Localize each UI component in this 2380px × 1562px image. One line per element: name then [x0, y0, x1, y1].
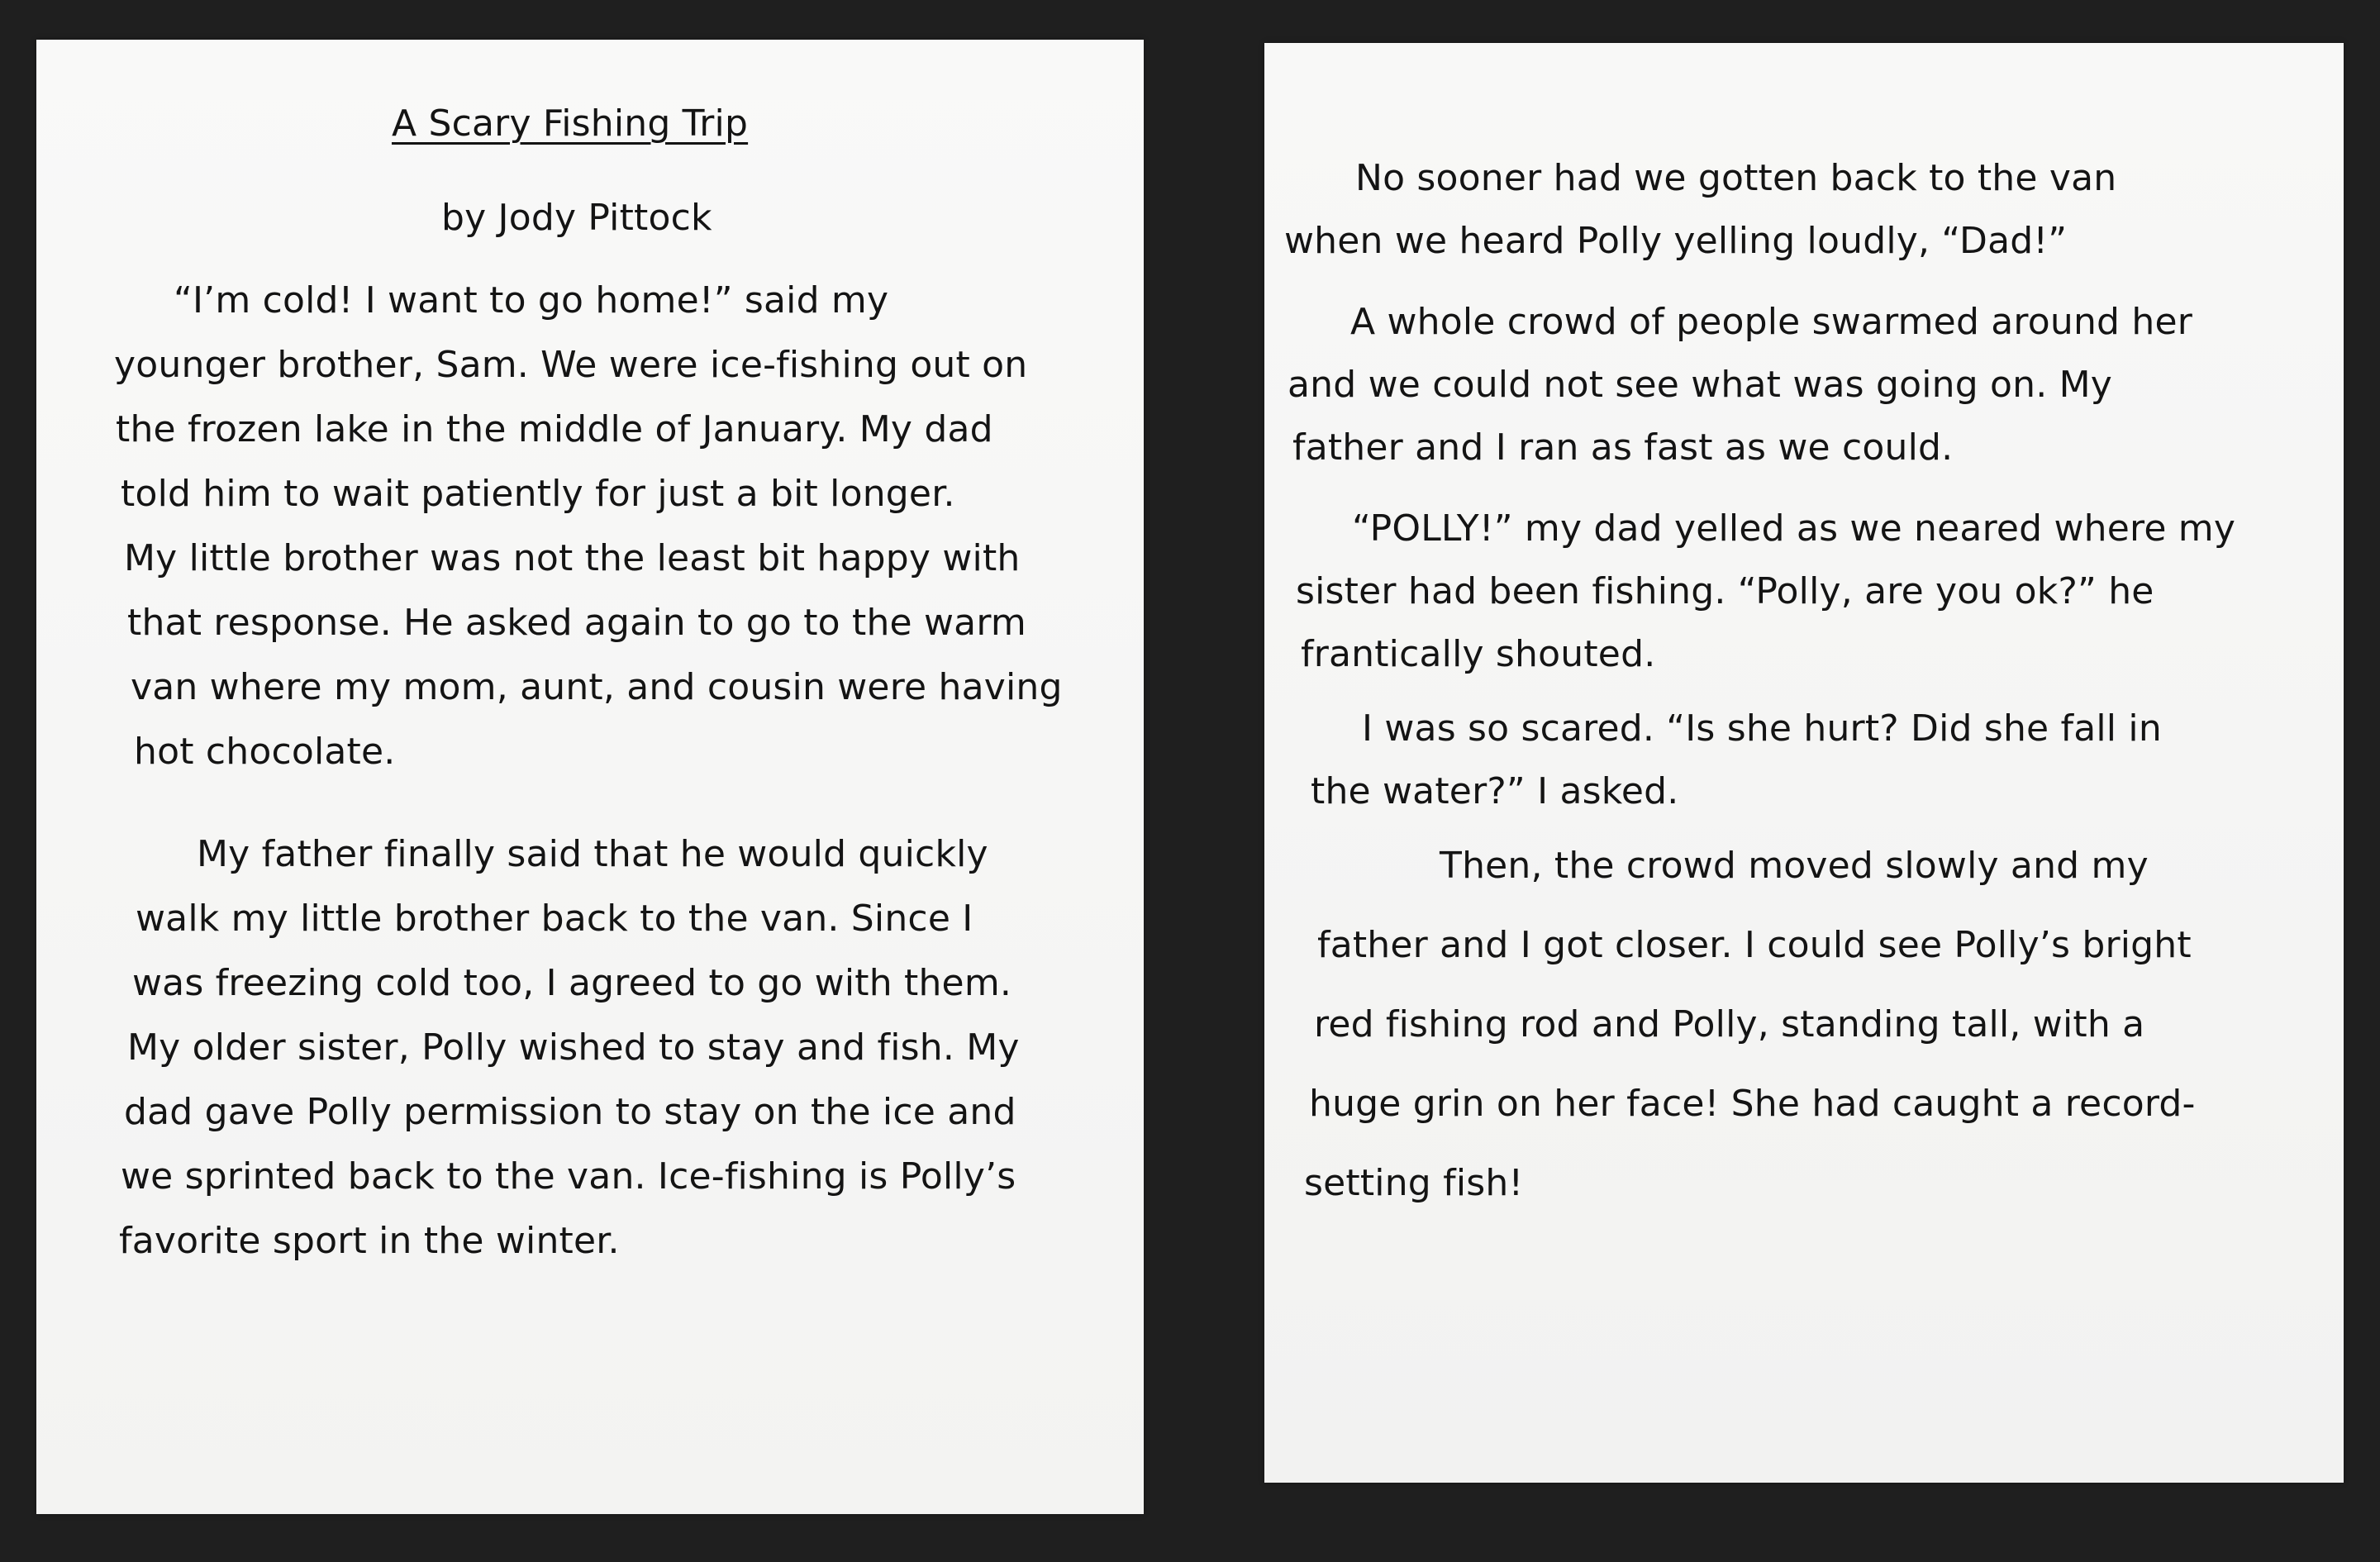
paragraph-line: A whole crowd of people swarmed around her	[1350, 301, 2193, 343]
paragraph-line: father and I ran as fast as we could.	[1292, 426, 1954, 469]
paragraph-line: frantically shouted.	[1301, 633, 1656, 675]
paragraph-line: dad gave Polly permission to stay on the ice and	[124, 1091, 1016, 1133]
story-page-right	[1264, 43, 2344, 1483]
paragraph-line: father and I got closer. I could see Polly’s bright	[1317, 924, 2192, 966]
paragraph-line: setting fish!	[1304, 1162, 1524, 1204]
story-title: A Scary Fishing Trip	[392, 102, 749, 145]
paragraph-line: when we heard Polly yelling loudly, “Dad!”	[1284, 220, 2068, 262]
paragraph-line: was freezing cold too, I agreed to go with them.	[132, 962, 1012, 1004]
paragraph-line: red fishing rod and Polly, standing tall, with a	[1314, 1003, 2145, 1045]
paragraph-line: the water?” I asked.	[1311, 770, 1679, 812]
story-byline: by Jody Pittock	[441, 197, 712, 239]
paragraph-line: “I’m cold! I want to go home!” said my	[174, 279, 889, 321]
paragraph-line: My little brother was not the least bit happy with	[124, 537, 1021, 579]
paragraph-line: No sooner had we gotten back to the van	[1355, 157, 2117, 199]
paragraph-line: van where my mom, aunt, and cousin were having	[131, 666, 1063, 708]
paragraph-line: hot chocolate.	[134, 731, 396, 773]
paragraph-line: I was so scared. “Is she hurt? Did she fall in	[1362, 707, 2162, 750]
paragraph-line: Then, the crowd moved slowly and my	[1440, 845, 2149, 887]
paragraph-line: we sprinted back to the van. Ice-fishing is Polly’s	[121, 1155, 1016, 1198]
paragraph-line: walk my little brother back to the van. Since I	[136, 898, 973, 940]
paragraph-line: favorite sport in the winter.	[119, 1220, 620, 1262]
paragraph-line: the frozen lake in the middle of January. My dad	[116, 408, 993, 450]
paragraph-line: sister had been fishing. “Polly, are you ok?” he	[1296, 570, 2154, 612]
paragraph-line: My older sister, Polly wished to stay and fish. My	[127, 1026, 1020, 1069]
paragraph-line: told him to wait patiently for just a bit longer.	[121, 473, 955, 515]
story-page-left	[36, 40, 1144, 1514]
paragraph-line: “POLLY!” my dad yelled as we neared where my	[1352, 507, 2236, 550]
paragraph-line: huge grin on her face! She had caught a record-	[1309, 1083, 2196, 1125]
paragraph-line: younger brother, Sam. We were ice-fishing out on	[114, 344, 1028, 386]
paragraph-line: and we could not see what was going on. My	[1288, 364, 2113, 406]
paragraph-line: that response. He asked again to go to the warm	[127, 602, 1026, 644]
paragraph-line: My father finally said that he would quickly	[197, 833, 988, 875]
